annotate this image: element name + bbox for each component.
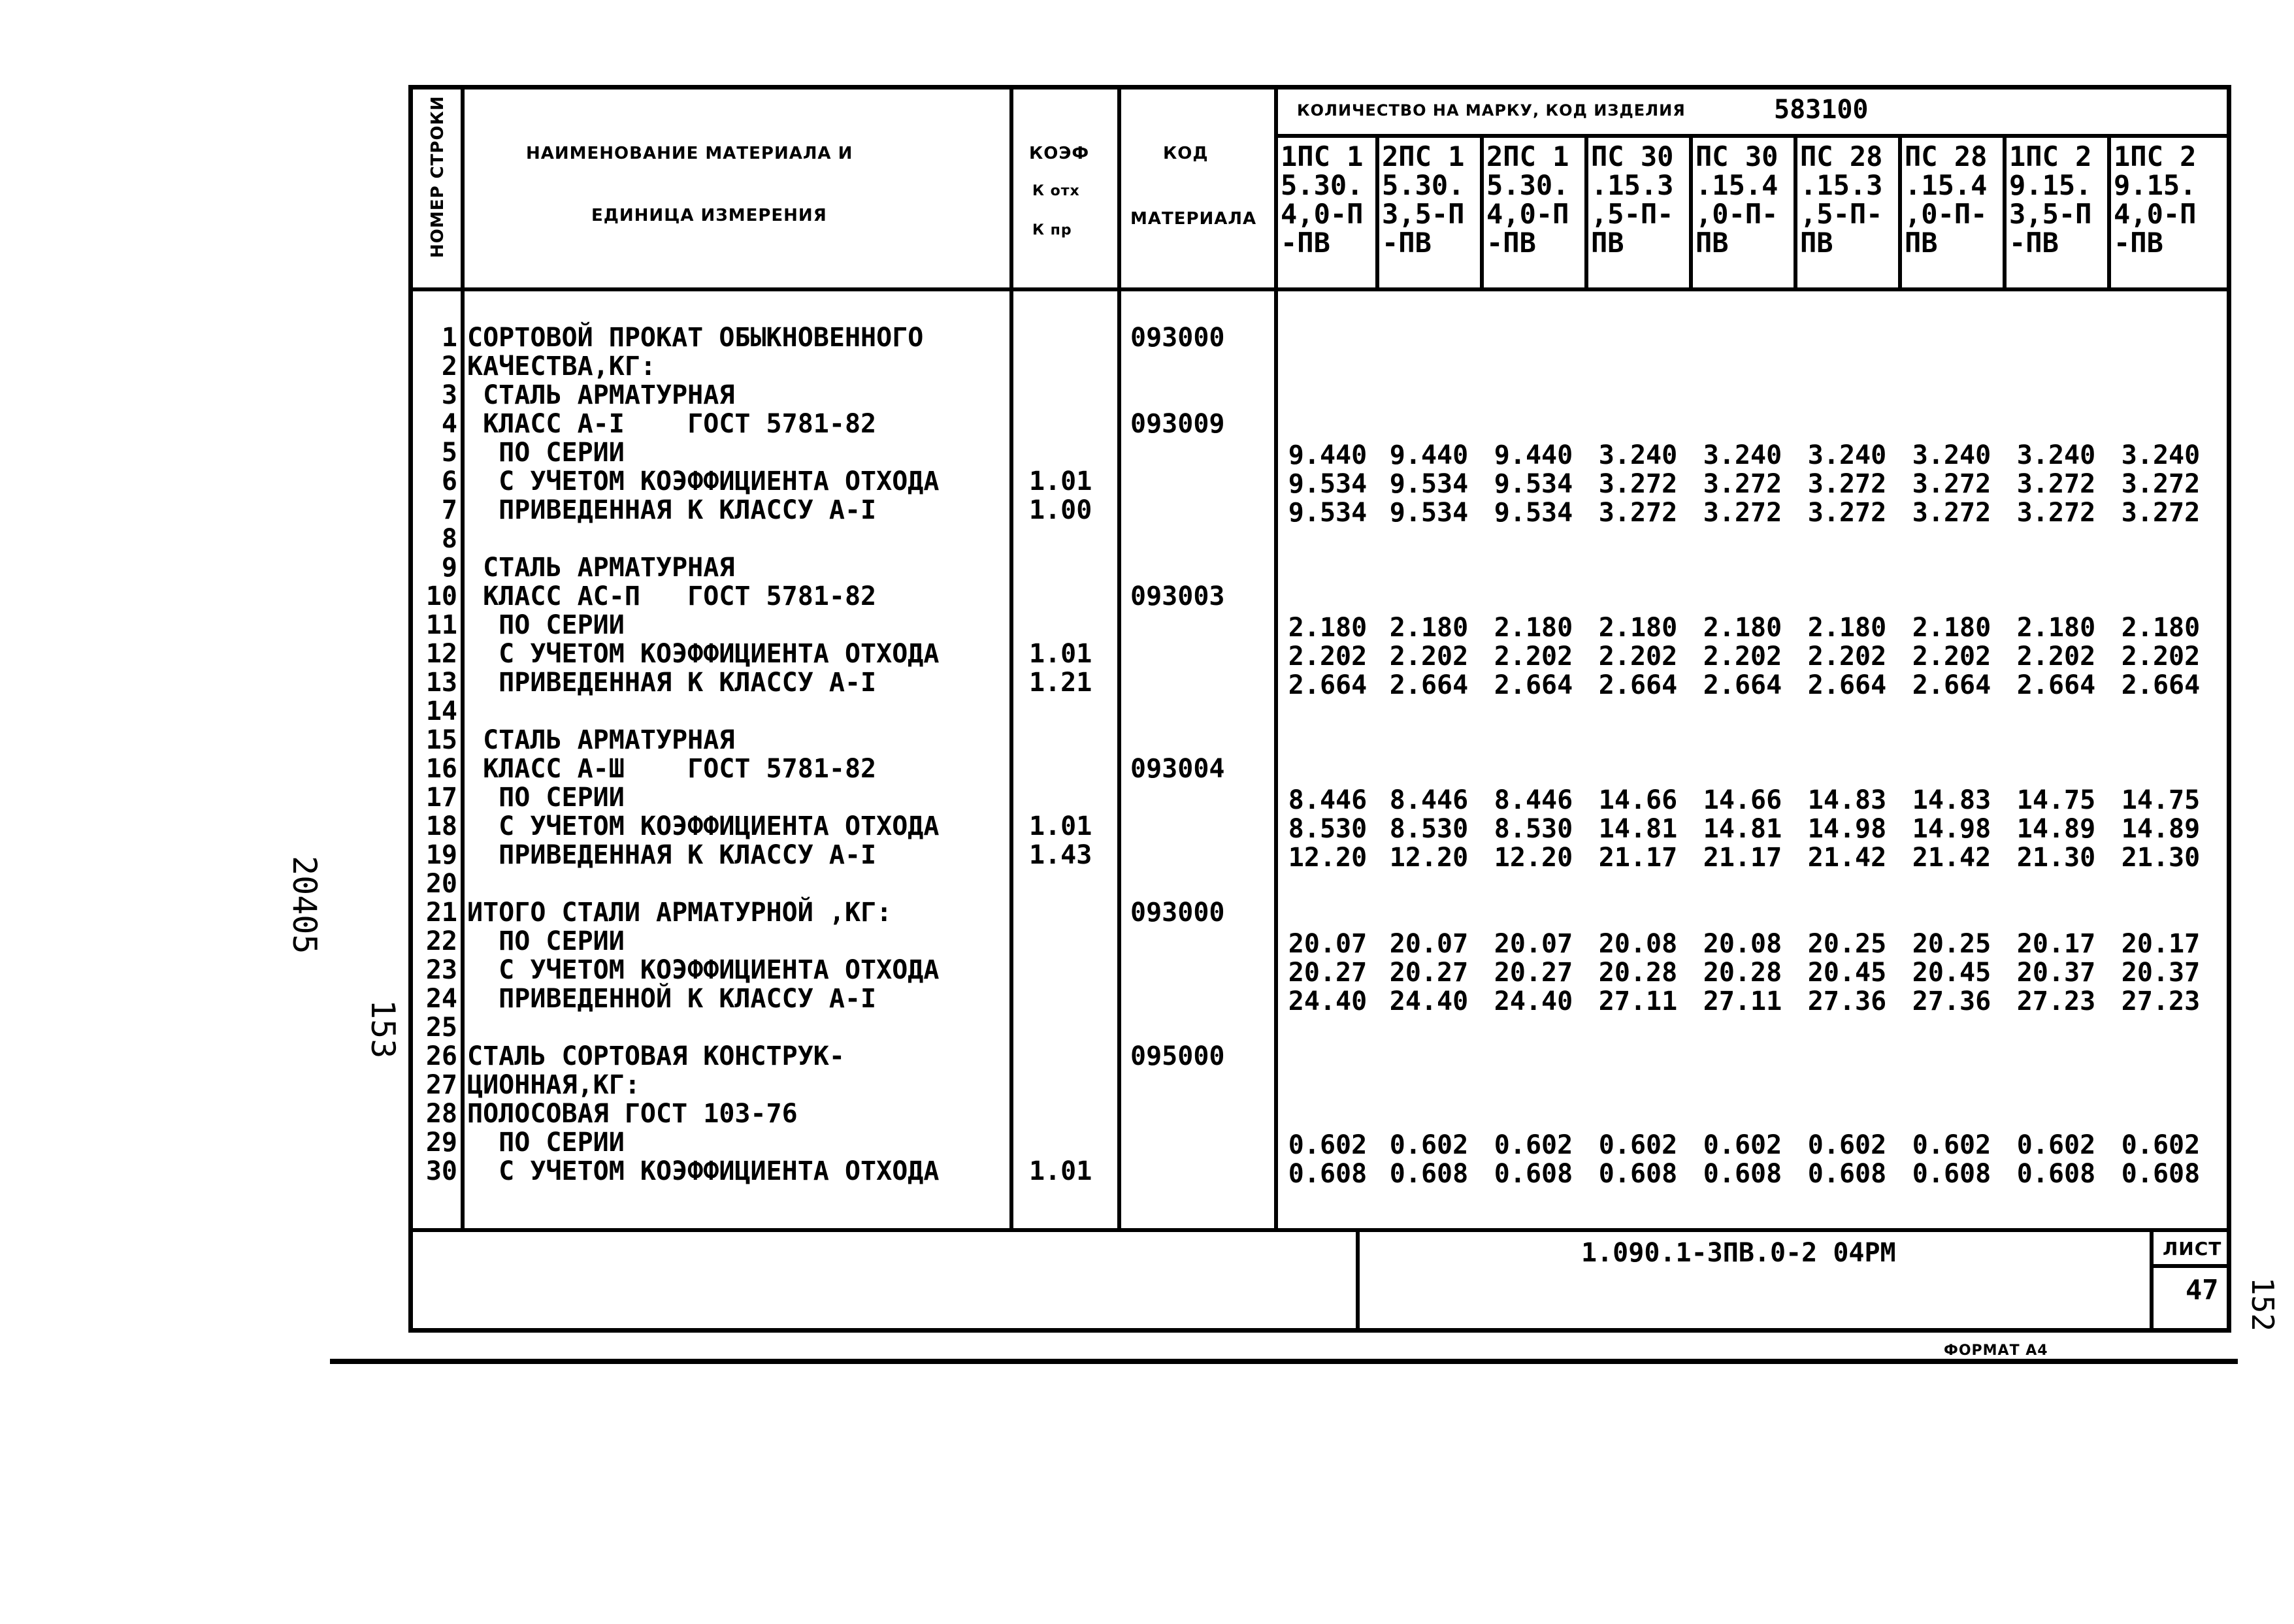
material-code: 093000 (1130, 898, 1225, 928)
row-number: 17 (425, 783, 457, 813)
quantity-cell: 3.240 (1598, 440, 1678, 470)
quantity-cell: 3.272 (2016, 469, 2096, 499)
row-number: 30 (425, 1156, 457, 1186)
column-header: ПС 28 .15.4 ,0-П- ПВ (1905, 142, 1988, 259)
quantity-cell: 2.664 (1807, 670, 1887, 700)
quantity-cell: 0.608 (1807, 1159, 1887, 1189)
quantity-cell: 9.534 (1389, 498, 1469, 528)
quantity-cell: 14.98 (1807, 814, 1887, 844)
waste-coefficient: 1.01 (1029, 811, 1092, 841)
material-name: СТАЛЬ АРМАТУРНАЯ (467, 725, 735, 755)
column-header: 2ПС 1 5.30. 3,5-П -ПВ (1382, 142, 1465, 259)
quantity-cell: 3.240 (2016, 440, 2096, 470)
row-number: 28 (425, 1099, 457, 1129)
quantity-cell: 2.664 (1598, 670, 1678, 700)
code-header-2: МАТЕРИАЛА (1130, 209, 1257, 229)
quantity-cell: 21.42 (1807, 843, 1887, 873)
header-bottom-line (412, 287, 2231, 291)
quantity-cell: 9.534 (1389, 469, 1469, 499)
quantity-cell: 20.27 (1494, 958, 1573, 988)
quantity-cell: 9.534 (1494, 469, 1573, 499)
waste-coefficient: 1.01 (1029, 639, 1092, 669)
quantity-cell: 24.40 (1389, 986, 1469, 1016)
quantity-cell: 27.36 (1807, 986, 1887, 1016)
quantity-cell: 0.602 (1288, 1130, 1368, 1160)
quantity-cell: 0.602 (1494, 1130, 1573, 1160)
quantity-cell: 2.180 (1598, 613, 1678, 643)
quantity-cell: 20.37 (2016, 958, 2096, 988)
quantity-cell: 14.75 (2016, 785, 2096, 815)
material-name: СТАЛЬ АРМАТУРНАЯ (467, 553, 735, 583)
quantity-cell: 8.446 (1494, 785, 1573, 815)
material-name: КЛАСС АС-П ГОСТ 5781-82 (467, 581, 877, 611)
quantity-cell: 0.602 (2121, 1130, 2201, 1160)
quantity-cell: 14.83 (1807, 785, 1887, 815)
material-header-line2: ЕДИНИЦА ИЗМЕРЕНИЯ (591, 206, 827, 225)
row-number: 11 (425, 610, 457, 640)
material-name: ПРИВЕДЕННАЯ К КЛАССУ А-I (467, 495, 877, 525)
row-number: 22 (425, 926, 457, 956)
corner-number: 152 (2245, 1277, 2280, 1332)
inventory-number: 20405 (286, 856, 323, 954)
row-number: 12 (425, 639, 457, 669)
waste-coefficient: 1.01 (1029, 1156, 1092, 1186)
material-name: С УЧЕТОМ КОЭФФИЦИЕНТА ОТХОДА (467, 955, 940, 985)
row-number: 19 (425, 840, 457, 870)
quantity-cell: 21.30 (2121, 843, 2201, 873)
row-number: 8 (441, 524, 457, 554)
material-name: С УЧЕТОМ КОЭФФИЦИЕНТА ОТХОДА (467, 811, 940, 841)
quantity-cell: 2.180 (1389, 613, 1469, 643)
quantity-cell: 20.45 (1807, 958, 1887, 988)
col-divider (2107, 134, 2111, 287)
quantity-cell: 21.17 (1703, 843, 1782, 873)
material-name: ПО СЕРИИ (467, 610, 625, 640)
row-number: 13 (425, 668, 457, 698)
quantity-cell: 20.08 (1598, 929, 1678, 959)
row-number: 14 (425, 696, 457, 726)
row-number: 21 (425, 898, 457, 928)
col-divider (1898, 134, 1902, 287)
row-number: 27 (425, 1070, 457, 1100)
quantity-cell: 2.180 (2016, 613, 2096, 643)
material-name: СОРТОВОЙ ПРОКАТ ОБЫКНОВЕННОГО (467, 323, 924, 353)
quantity-cell: 3.272 (1703, 498, 1782, 528)
quantity-cell: 2.664 (1912, 670, 1991, 700)
row-number: 5 (441, 438, 457, 468)
quantity-cell: 3.272 (1912, 469, 1991, 499)
quantity-cell: 20.25 (1912, 929, 1991, 959)
quantity-cell: 9.440 (1288, 440, 1368, 470)
quantity-cell: 24.40 (1494, 986, 1573, 1016)
row-number: 16 (425, 754, 457, 784)
koef-header-2: К отх (1032, 183, 1080, 199)
document-code: 1.090.1-3ПВ.0-2 04РМ (1581, 1238, 1896, 1268)
column-header: ПС 28 .15.3 ,5-П- ПВ (1800, 142, 1883, 259)
column-header: 2ПС 1 5.30. 4,0-П -ПВ (1486, 142, 1569, 259)
col-divider (1375, 134, 1379, 287)
quantity-cell: 2.202 (1389, 641, 1469, 672)
quantity-cell: 2.180 (1807, 613, 1887, 643)
quantity-cell: 27.23 (2121, 986, 2201, 1016)
quantity-cell: 3.240 (1912, 440, 1991, 470)
quantity-cell: 12.20 (1494, 843, 1573, 873)
quantity-cell: 20.07 (1389, 929, 1469, 959)
quantity-cell: 0.602 (1807, 1130, 1887, 1160)
waste-coefficient: 1.01 (1029, 466, 1092, 496)
page-stamp-number: 153 (364, 999, 402, 1059)
quantity-cell: 8.446 (1288, 785, 1368, 815)
quantity-cell: 0.608 (1703, 1159, 1782, 1189)
row-number: 10 (425, 581, 457, 611)
row-number: 6 (441, 466, 457, 496)
material-name: ПОЛОСОВАЯ ГОСТ 103-76 (467, 1099, 798, 1129)
quantity-cell: 12.20 (1389, 843, 1469, 873)
waste-coefficient: 1.00 (1029, 495, 1092, 525)
table-bottom-line (412, 1228, 2231, 1232)
material-name: ПО СЕРИИ (467, 1128, 625, 1158)
quantity-cell: 27.23 (2016, 986, 2096, 1016)
quantity-cell: 3.272 (1703, 469, 1782, 499)
sheet-number: 47 (2186, 1274, 2219, 1306)
quantity-cell: 20.08 (1703, 929, 1782, 959)
material-name: С УЧЕТОМ КОЭФФИЦИЕНТА ОТХОДА (467, 466, 940, 496)
format-label: ФОРМАТ А4 (1944, 1342, 2048, 1359)
quantity-cell: 21.17 (1598, 843, 1678, 873)
quantity-cell: 9.534 (1288, 498, 1368, 528)
quantity-cell: 0.602 (2016, 1130, 2096, 1160)
col-divider (1794, 134, 1797, 287)
quantity-cell: 20.27 (1389, 958, 1469, 988)
quantity-cell: 8.530 (1288, 814, 1368, 844)
quantity-cell: 2.180 (1288, 613, 1368, 643)
quantity-cell: 20.28 (1703, 958, 1782, 988)
row-number: 26 (425, 1041, 457, 1071)
row-number: 1 (441, 323, 457, 353)
quantity-cell: 2.180 (1494, 613, 1573, 643)
quantity-cell: 2.664 (2016, 670, 2096, 700)
koef-header-1: КОЭФ (1029, 144, 1090, 163)
material-name: ПРИВЕДЕННАЯ К КЛАССУ А-I (467, 840, 877, 870)
quantity-cell: 2.664 (2121, 670, 2201, 700)
material-header-line1: НАИМЕНОВАНИЕ МАТЕРИАЛА И (526, 144, 853, 163)
quantity-cell: 20.17 (2016, 929, 2096, 959)
quantity-cell: 2.664 (1288, 670, 1368, 700)
column-header: ПС 30 .15.4 ,0-П- ПВ (1696, 142, 1778, 259)
material-name: КЛАСС А-Ш ГОСТ 5781-82 (467, 754, 877, 784)
quantity-cell: 9.440 (1494, 440, 1573, 470)
material-name: ПО СЕРИИ (467, 438, 625, 468)
quantity-cell: 2.202 (2121, 641, 2201, 672)
quantity-cell: 20.45 (1912, 958, 1991, 988)
quantity-cell: 20.07 (1288, 929, 1368, 959)
material-name: С УЧЕТОМ КОЭФФИЦИЕНТА ОТХОДА (467, 639, 940, 669)
material-name: ИТОГО СТАЛИ АРМАТУРНОЙ ,КГ: (467, 898, 893, 928)
quantity-cell: 27.36 (1912, 986, 1991, 1016)
quantity-cell: 8.530 (1389, 814, 1469, 844)
name-divider (1009, 88, 1013, 1228)
row-number: 25 (425, 1013, 457, 1043)
quantity-cell: 14.66 (1703, 785, 1782, 815)
material-name: ПРИВЕДЕННОЙ К КЛАССУ А-I (467, 984, 877, 1014)
material-code: 093004 (1130, 754, 1225, 784)
col-divider (1480, 134, 1484, 287)
row-number: 4 (441, 409, 457, 439)
quantity-cell: 2.180 (1703, 613, 1782, 643)
quantity-cell: 2.202 (2016, 641, 2096, 672)
quantity-cell: 2.180 (2121, 613, 2201, 643)
quantity-cell: 2.202 (1912, 641, 1991, 672)
page-bottom-rule (330, 1359, 2238, 1364)
quantity-cell: 2.664 (1494, 670, 1573, 700)
quantity-cell: 14.83 (1912, 785, 1991, 815)
row-number: 15 (425, 725, 457, 755)
quantity-cell: 2.202 (1288, 641, 1368, 672)
quantity-cell: 2.202 (1703, 641, 1782, 672)
quantity-cell: 2.202 (1807, 641, 1887, 672)
quantity-cell: 20.28 (1598, 958, 1678, 988)
waste-coefficient: 1.21 (1029, 668, 1092, 698)
product-code: 583100 (1774, 95, 1869, 125)
row-number: 2 (441, 351, 457, 382)
quantity-cell: 0.602 (1598, 1130, 1678, 1160)
material-name: ПО СЕРИИ (467, 926, 625, 956)
quantity-cell: 3.240 (1807, 440, 1887, 470)
col-divider (2003, 134, 2007, 287)
quantity-cell: 27.11 (1598, 986, 1678, 1016)
quantity-cell: 0.602 (1703, 1130, 1782, 1160)
quantity-cell: 14.81 (1703, 814, 1782, 844)
quantity-cell: 14.81 (1598, 814, 1678, 844)
footer-divider (1356, 1228, 1360, 1333)
quantity-cell: 3.272 (1598, 469, 1678, 499)
quantity-cell: 0.608 (1912, 1159, 1991, 1189)
col-divider (1584, 134, 1588, 287)
rownum-divider (461, 88, 465, 1228)
quantity-cell: 12.20 (1288, 843, 1368, 873)
material-code: 095000 (1130, 1041, 1225, 1071)
material-code: 093003 (1130, 581, 1225, 611)
quantity-cell: 2.664 (1389, 670, 1469, 700)
quantity-cell: 0.602 (1912, 1130, 1991, 1160)
column-header: 1ПС 2 9.15. 4,0-П -ПВ (2114, 142, 2197, 259)
waste-coefficient: 1.43 (1029, 840, 1092, 870)
quantity-cell: 3.272 (1912, 498, 1991, 528)
row-number: 7 (441, 495, 457, 525)
quantity-cell: 3.272 (2121, 498, 2201, 528)
quantity-cell: 8.446 (1389, 785, 1469, 815)
material-code: 093000 (1130, 323, 1225, 353)
quantity-cell: 2.202 (1494, 641, 1573, 672)
quantity-cell: 3.240 (2121, 440, 2201, 470)
quantity-cell: 21.30 (2016, 843, 2096, 873)
quantity-cell: 9.440 (1389, 440, 1469, 470)
quantity-cell: 9.534 (1288, 469, 1368, 499)
quantity-cell: 2.664 (1703, 670, 1782, 700)
quantity-cell: 21.42 (1912, 843, 1991, 873)
quantity-cell: 8.530 (1494, 814, 1573, 844)
row-number: 20 (425, 869, 457, 899)
column-header: 1ПС 2 9.15. 3,5-П -ПВ (2009, 142, 2092, 259)
quantity-cell: 0.608 (1494, 1159, 1573, 1189)
code-header-1: КОД (1163, 144, 1209, 163)
row-number: 23 (425, 955, 457, 985)
quantity-cell: 3.272 (1598, 498, 1678, 528)
quantity-cell: 27.11 (1703, 986, 1782, 1016)
material-name: КАЧЕСТВА,КГ: (467, 351, 656, 382)
quantity-cell: 20.17 (2121, 929, 2201, 959)
material-name: ПО СЕРИИ (467, 783, 625, 813)
quantity-cell: 3.272 (1807, 498, 1887, 528)
quantity-cell: 2.202 (1598, 641, 1678, 672)
col-divider (1689, 134, 1693, 287)
row-number: 29 (425, 1128, 457, 1158)
quantity-cell: 14.66 (1598, 785, 1678, 815)
material-name: ЦИОННАЯ,КГ: (467, 1070, 640, 1100)
qty-header: КОЛИЧЕСТВО НА МАРКУ, КОД ИЗДЕЛИЯ (1297, 101, 1686, 120)
material-name: СТАЛЬ СОРТОВАЯ КОНСТРУК- (467, 1041, 845, 1071)
koef-divider (1117, 88, 1121, 1228)
row-number: 3 (441, 380, 457, 410)
koef-header-3: К пр (1032, 222, 1072, 238)
material-name: СТАЛЬ АРМАТУРНАЯ (467, 380, 735, 410)
row-number: 24 (425, 984, 457, 1014)
qty-label-line (1277, 134, 2231, 138)
quantity-cell: 14.89 (2016, 814, 2096, 844)
quantity-cell: 3.272 (1807, 469, 1887, 499)
sheet-box-divider (2150, 1228, 2154, 1333)
material-name: ПРИВЕДЕННАЯ К КЛАССУ А-I (467, 668, 877, 698)
quantity-cell: 0.608 (1288, 1159, 1368, 1189)
sheet-label: ЛИСТ (2163, 1238, 2222, 1259)
quantity-cell: 20.25 (1807, 929, 1887, 959)
quantity-cell: 0.608 (1389, 1159, 1469, 1189)
quantity-cell: 20.37 (2121, 958, 2201, 988)
quantity-cell: 0.608 (2016, 1159, 2096, 1189)
row-number: 18 (425, 811, 457, 841)
column-header: ПС 30 .15.3 ,5-П- ПВ (1591, 142, 1674, 259)
quantity-cell: 0.608 (1598, 1159, 1678, 1189)
quantity-cell: 20.27 (1288, 958, 1368, 988)
material-code: 093009 (1130, 409, 1225, 439)
quantity-cell: 0.602 (1389, 1130, 1469, 1160)
quantity-cell: 14.89 (2121, 814, 2201, 844)
quantity-cell: 9.534 (1494, 498, 1573, 528)
column-header: 1ПС 1 5.30. 4,0-П -ПВ (1281, 142, 1364, 259)
quantity-cell: 3.272 (2016, 498, 2096, 528)
quantity-cell: 14.98 (1912, 814, 1991, 844)
quantity-cell: 3.240 (1703, 440, 1782, 470)
sheet-box-line (2150, 1264, 2231, 1268)
quantity-cell: 14.75 (2121, 785, 2201, 815)
quantity-cell: 24.40 (1288, 986, 1368, 1016)
material-name: КЛАСС А-I ГОСТ 5781-82 (467, 409, 877, 439)
quantity-cell: 0.608 (2121, 1159, 2201, 1189)
material-name: С УЧЕТОМ КОЭФФИЦИЕНТА ОТХОДА (467, 1156, 940, 1186)
quantity-cell: 3.272 (2121, 469, 2201, 499)
quantity-cell: 2.180 (1912, 613, 1991, 643)
row-number: 9 (441, 553, 457, 583)
quantity-cell: 20.07 (1494, 929, 1573, 959)
row-number-header: НОМЕР СТРОКИ (428, 95, 448, 258)
